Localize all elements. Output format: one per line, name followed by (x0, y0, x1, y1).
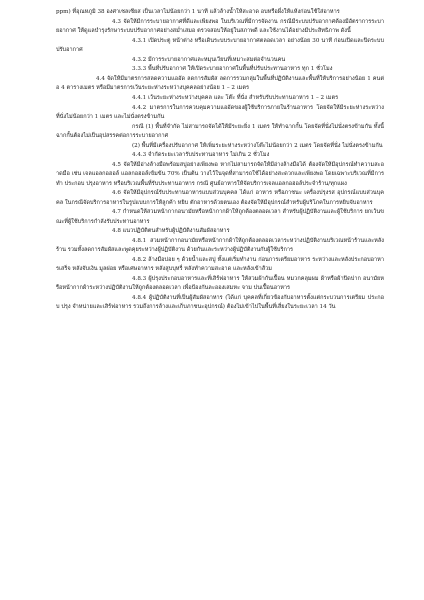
paragraph-4-7: 4.7 กำหนดให้สวมหน้ากากอนามัยหรือหน้ากากผ้าให้ถูกต้องตลอดเวลา สำหรับผู้ปฏิบัติงานและผู้ใช้บริการ ยกเว้นขณะที่ผู้ใช้บริการกำลังรับประทานอาหาร (56, 209, 384, 225)
paragraph-case-2: (2) พื้นที่มีเครื่องปรับอากาศ ให้เพิ่มระยะห่างระหว่างโต๊ะไม่น้อยกว่า 2 เมตร โดยจัดที่นั่ง ไม่นั่งตรงข้ามกัน (132, 142, 383, 149)
paragraph-4-6: 4.6 จัดให้มีอุปกรณ์รับประทานอาหารแบบส่วนบุคคล ได้แก่ อาหาร หรือภาชนะ เครื่องปรุงรส อุปกรณ์แบบส่วนบุคคล ในกรณีจัดบริการอาหารในรูปแบบการให้ลูกค้า หยิบ ตักอาหารด้วยตนเอง ต้องจัดให้มีอุปกรณ์สำหรับผู้บริโภคในการหยิบจับอาหาร (56, 190, 384, 206)
paragraph-4-8-1: 4.8.1 สวมหน้ากากอนามัยหรือหน้ากากผ้าให้ถูกต้องตลอดเวลาระหว่างปฏิบัติงานบริเวณหน้าร้านและหลังร้าน รวมทั้งลดการสัมผัสและพูดคุยระหว่างผู้ปฏิบัติงาน ด้วยกันและระหว่างผู้ปฏิบัติงานกับผู้ใช้บริการ (56, 237, 384, 254)
paragraph-4-8: 4.8 แนวปฏิบัติตนสำหรับผู้ปฏิบัติงานสัมผัสอาหาร (112, 228, 230, 235)
paragraph-case-1: กรณี (1) พื้นที่จำกัด ไม่สามารถจัดได้ให้มีระยะยิ่ง 1 เมตร ให้ทำฉากกั้น โดยจัดที่นั่งไม่นั่งตรงข้ามกัน ทั้งนี้ ฉากกั้นต้องไม่เป็นอุปสรรคต่อการระบายอากาศ (56, 123, 384, 139)
paragraph-4-4-2: 4.4.2 มาตรการในการควบคุมความแออัดของผู้ใช้บริการภายในร้านอาหาร โดยจัดให้มีระยะห่างระหว่างที่นั่งไม่น้อยกว่า 1 เมตร และไม่นั่งตรงข้ามกัน (56, 104, 384, 120)
paragraph-4-3: 4.3 จัดให้มีการระบายอากาศที่ดีและเพียงพอ ในบริเวณที่มีการจัดงาน กรณีมีระบบปรับอากาศต้องมีอัตราการระบายอากาศ ให้ดูแลบำรุงรักษาระบบปรับอากาศอย่างสม่ำเสมอ ตรวจสอบให้อยู่ในสภาพดี และใช้งานได้อย่างมีประสิทธิภาพ ดังนี้ (56, 18, 384, 34)
paragraph-4-4-1: 4.4.1 เว้นระยะห่างระหว่างบุคคล และ โต๊ะ ที่นั่ง สำหรับรับประทานอาหาร 1 – 2 เมตร (132, 95, 339, 102)
paragraph-4-8-2: 4.8.2 ล้างมือบ่อย ๆ ด้วยน้ำและสบู่ ทั้งแต่เริ่มทำงาน ก่อนการเตรียมอาหาร ระหว่างและหลังประกอบอาหารเสร็จ หลังจับเงิน มูลฝอย หรือเศษอาหาร หลังสูบบุหรี่ หลังทำความสะอาด และหลังเข้าส้วม (56, 256, 384, 273)
paragraph-continuation: ppm) ที่อุณหภูมิ 38 องศาเซลเซียส เป็นเวลาไม่น้อยกว่า 1 นาที แล้วล้างน้ำให้สะอาด อบหรือผึ่งให้แห้งก่อนใช้ใส่อาหาร (56, 9, 340, 15)
paragraph-4-4: 4.4 จัดให้มีมาตรการสลดความแออัด ลดการสัมผัส ลดการรวมกลุ่มในพื้นที่ปฏิบัติงานและพื้นที่ให้บริการอย่างน้อย 1 คนต่อ 4 ตารางเมตร หรือมีมาตรการเว้นระยะห่างระหว่างบุคคลอย่างน้อย 1 – 2 เมตร (56, 76, 384, 92)
paragraph-4-3-1: 4.3.1 เปิดประตู หน้าต่าง หรือเดินระบบระบายอากาศตลอดเวลา อย่างน้อย 30 นาที ก่อนเปิดและปิดระบบปรับอากาศ (56, 37, 384, 53)
paragraph-4-3-2: 4.3.2 มีการระบายอากาศและหมุนเวียนที่เหมาะสมต่อจำนวนคน (132, 56, 286, 63)
paragraph-4-5: 4.5 จัดให้มีอ่างล้างมือพร้อมสบู่อย่างเพียงพอ หากไม่สามารถจัดให้มีอ่างล้างมือได้ ต้องจัดให้มีอุปกรณ์ทำความสะอาดมือ เช่น เจลแอลกอฮอล์ แอลกอฮอล์เข้มข้น 70% เป็นต้น วางไว้ในจุดที่สามารถใช้ได้อย่างสะดวกและเพียงพอ โดยเฉพาะบริเวณที่มีการทำ ประกอบ ปรุงอาหาร หรือบริเวณพื้นที่รับประทานอาหาร กรณี ศูนย์อาหารให้จัดบริการเจลแอลกอฮอล์ประจำร้าน/ทุกแผง (56, 162, 384, 187)
paragraph-4-8-4: 4.8.4 ผู้ปฏิบัติงานที่เป็นผู้สัมผัสอาหาร (ได้แก่ บุคคลที่เกี่ยวข้องกับอาหารตั้งแต่กระบวนการเตรียม ประกอบ ปรุง จำหน่ายและเสิร์ฟอาหาร รวมถึงการล้างและเก็บภาชนะอุปกรณ์) ต้องไม่เข้าไปในพื้นที่เสี่ยงในระยะเวลา 14 วัน (56, 294, 384, 311)
paragraph-3-3-3: 3.3.3 พื้นที่ปรับอากาศ ให้เปิดระบายอากาศในพื้นที่ปรับประทานอาหาร ทุก 1 ชั่วโมง (132, 66, 333, 73)
paragraph-4-8-3: 4.8.3 ผู้ปรุงประกอบอาหารและที่เสิร์ฟอาหาร ให้สวมผ้ากันเปื้อน หมวกคลุมผม ผ้าหรือผ้าปิดปาก อนามัยหรือหน้ากากผ้าระหว่างปฏิบัติงานให้ถูกต้องตลอดเวลา เพื่อป้องกันละอองเสมหะ จาม ปนเปื้อนอาหาร (56, 275, 384, 292)
paragraph-4-4-3: 4.4.3 จำกัดระยะเวลารับประทานอาหาร ไม่เกิน 2 ชั่วโมง (132, 152, 270, 159)
